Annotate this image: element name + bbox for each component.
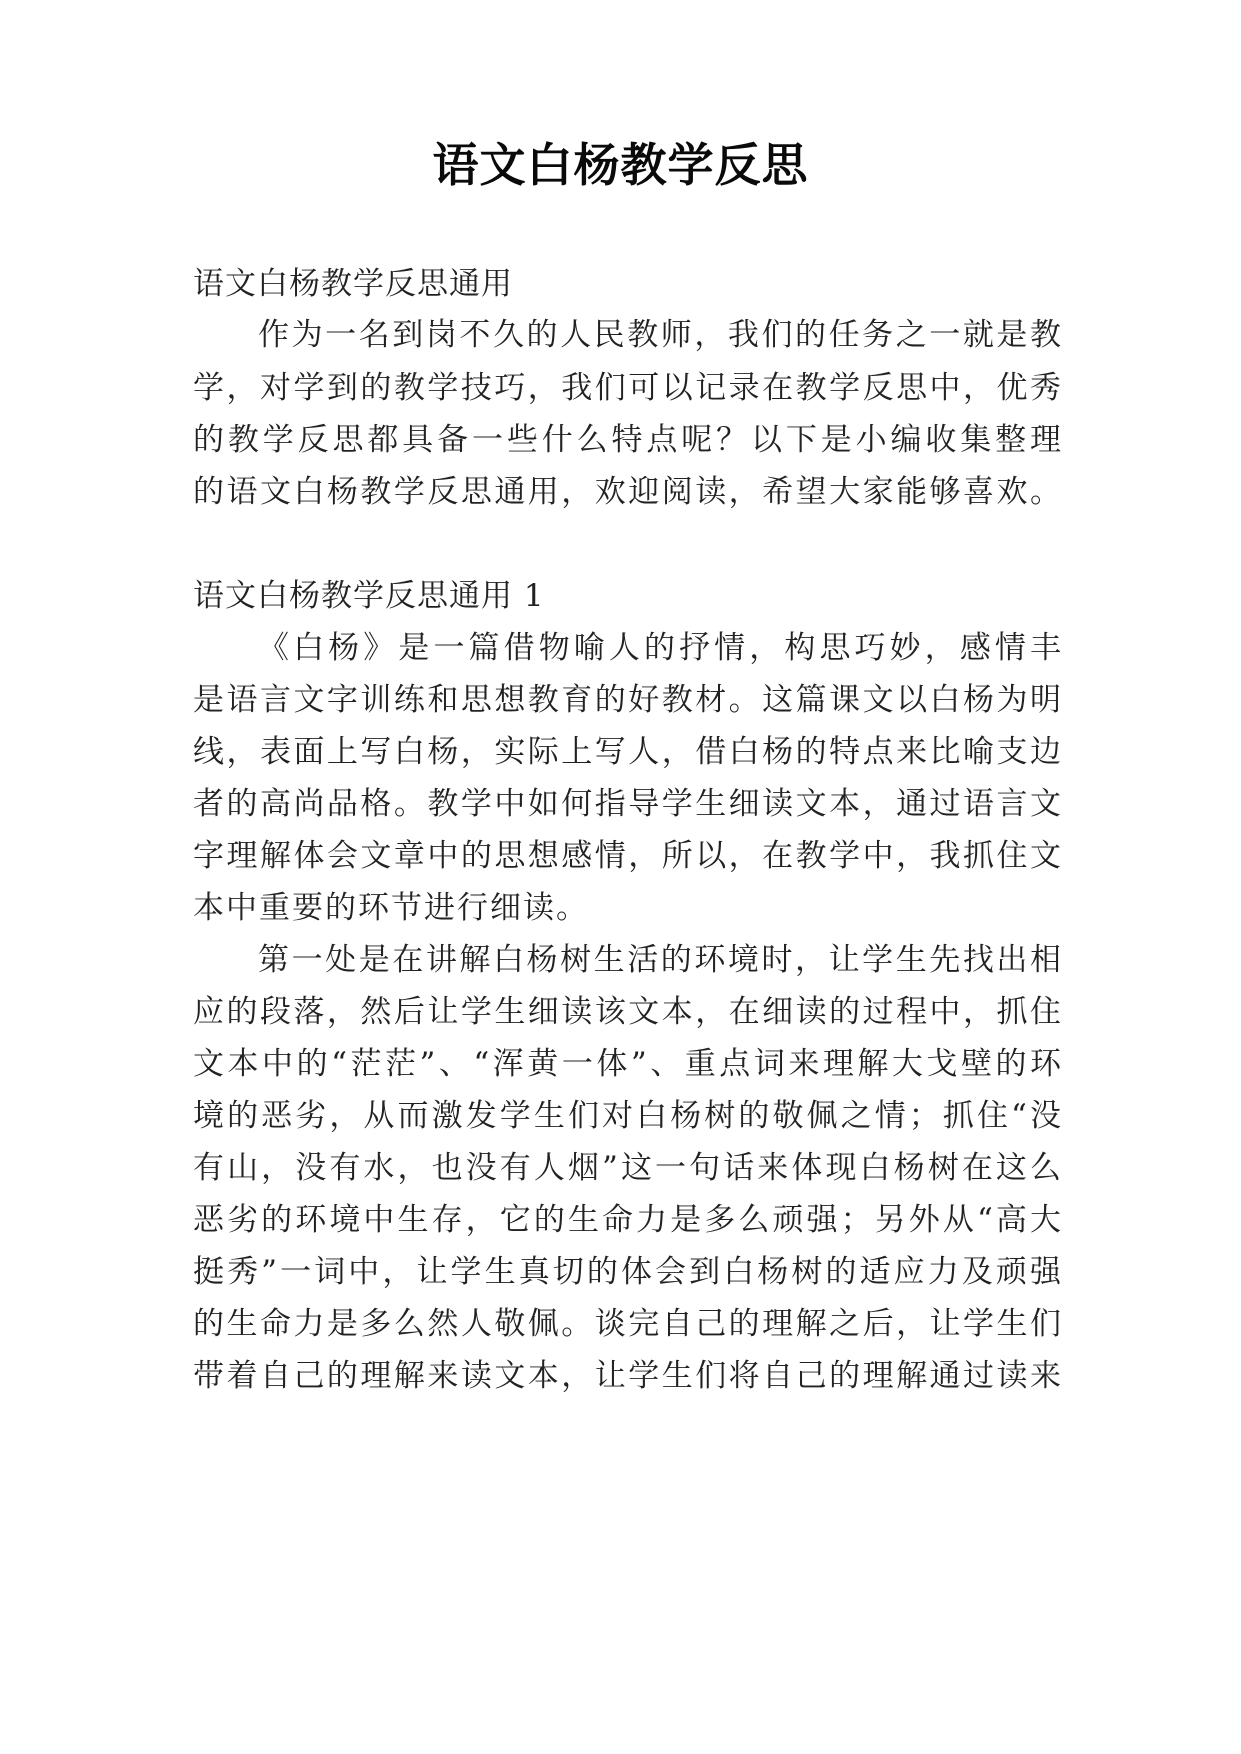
paragraph-line: 应的段落，然后让学生细读该文本，在细读的过程中，抓住: [193, 994, 1063, 1030]
intro-line: 的教学反思都具备一些什么特点呢？以下是小编收集整理: [193, 422, 1063, 458]
paragraph-line: 本中重要的环节进行细读。: [193, 890, 589, 926]
paragraph-line: 恶劣的环境中生存，它的生命力是多么顽强；另外从“高大: [193, 1202, 1063, 1238]
intro-line: 学，对学到的教学技巧，我们可以记录在教学反思中，优秀: [193, 370, 1063, 406]
paragraph-line: 线，表面上写白杨，实际上写人，借白杨的特点来比喻支边: [193, 734, 1063, 770]
paragraph-line: 文本中的“茫茫”、“浑黄一体”、重点词来理解大戈壁的环: [193, 1046, 1063, 1082]
paragraph-line: 境的恶劣，从而激发学生们对白杨树的敬佩之情；抓住“没: [193, 1098, 1063, 1134]
paragraph-line: 的生命力是多么然人敬佩。谈完自己的理解之后，让学生们: [193, 1306, 1063, 1342]
document-title: 语文白杨教学反思: [432, 138, 809, 192]
section-heading: 语文白杨教学反思通用 1: [193, 578, 545, 614]
intro-heading: 语文白杨教学反思通用: [193, 266, 513, 302]
paragraph-line: 带着自己的理解来读文本，让学生们将自己的理解通过读来: [193, 1358, 1063, 1394]
paragraph-line: 挺秀”一词中，让学生真切的体会到白杨树的适应力及顽强: [193, 1254, 1063, 1290]
paragraph-line: 《白杨》是一篇借物喻人的抒情，构思巧妙，感情丰: [258, 630, 1063, 666]
paragraph-line: 有山，没有水，也没有人烟”这一句话来体现白杨树在这么: [193, 1150, 1063, 1186]
paragraph-line: 是语言文字训练和思想教育的好教材。这篇课文以白杨为明: [193, 682, 1063, 718]
intro-line: 的语文白杨教学反思通用，欢迎阅读，希望大家能够喜欢。: [193, 474, 1063, 510]
intro-line: 作为一名到岗不久的人民教师，我们的任务之一就是教: [258, 317, 1063, 353]
paragraph-line: 者的高尚品格。教学中如何指导学生细读文本，通过语言文: [193, 786, 1063, 822]
paragraph-line: 字理解体会文章中的思想感情，所以，在教学中，我抓住文: [193, 838, 1063, 874]
paragraph-line: 第一处是在讲解白杨树生活的环境时，让学生先找出相: [258, 942, 1063, 978]
